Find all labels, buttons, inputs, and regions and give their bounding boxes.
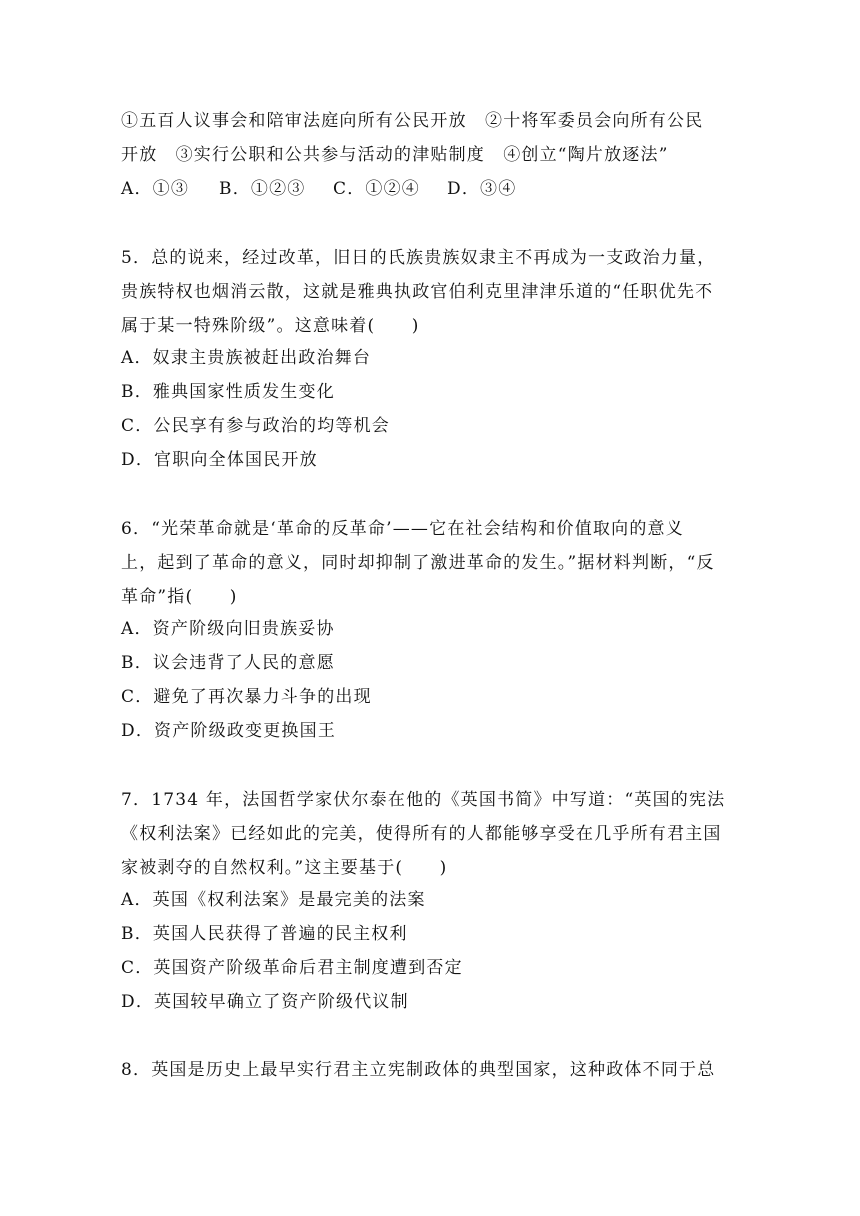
q7-option-c: C．英国资产阶级革命后君主制度遭到否定 [121, 958, 463, 978]
q6-option-d: D．资产阶级政变更换国王 [121, 721, 337, 741]
q7-option-d: D．英国较早确立了资产阶级代议制 [121, 992, 409, 1012]
q4-line-2: 开放 ③实行公职和公共参与活动的津贴制度 ④创立“陶片放逐法” [121, 145, 669, 165]
q4-option-a: A．①③ [121, 179, 190, 199]
q4-option-d: D．③④ [447, 179, 517, 199]
q8-stem-line-1: 8．英国是历史上最早实行君主立宪制政体的典型国家，这种政体不同于总 [121, 1060, 716, 1080]
q7-option-b: B．英国人民获得了普遍的民主权利 [121, 924, 408, 944]
q5-stem-line-1: 5．总的说来，经过改革，旧日的氏族贵族奴隶主不再成为一支政治力量， [121, 248, 716, 268]
q6-option-b: B．议会违背了人民的意愿 [121, 653, 335, 673]
q4-options [121, 177, 516, 201]
q4-option-b: B．①②③ [219, 179, 306, 199]
q5-option-d: D．官职向全体国民开放 [121, 450, 318, 470]
q7-stem-line-3: 家被剥夺的自然权利。”这主要基于( ) [121, 858, 448, 878]
q6-stem-line-2: 上，起到了革命的意义，同时却抑制了激进革命的发生。”据材料判断，“反 [121, 553, 715, 573]
q6-option-a: A．资产阶级向旧贵族妥协 [121, 619, 335, 639]
q5-option-b: B．雅典国家性质发生变化 [121, 382, 335, 402]
q6-stem-line-3: 革命”指( ) [121, 587, 238, 607]
q6-stem-line-1: 6．“光荣革命就是‘革命的反革命’——它在社会结构和价值取向的意义 [121, 519, 684, 539]
q4-line-1: ①五百人议事会和陪审法庭向所有公民开放 ②十将军委员会向所有公民 [121, 111, 704, 131]
q5-option-c: C．公民享有参与政治的均等机会 [121, 416, 391, 436]
q7-option-a: A．英国《权利法案》是最完美的法案 [121, 890, 426, 910]
q7-stem-line-2: 《权利法案》已经如此的完美，使得所有的人都能够享受在几乎所有君主国 [121, 824, 722, 844]
q5-stem-line-3: 属于某一特殊阶级”。这意味着( ) [121, 316, 420, 336]
q4-option-c: C．①②④ [333, 179, 421, 199]
q6-option-c: C．避免了再次暴力斗争的出现 [121, 687, 372, 707]
q5-stem-line-2: 贵族特权也烟消云散，这就是雅典执政官伯利克里津津乐道的“任职优先不 [121, 282, 714, 302]
q5-option-a: A．奴隶主贵族被赶出政治舞台 [121, 348, 372, 368]
q7-stem-line-1: 7．1734 年，法国哲学家伏尔泰在他的《英国书简》中写道：“英国的宪法 [121, 790, 726, 810]
